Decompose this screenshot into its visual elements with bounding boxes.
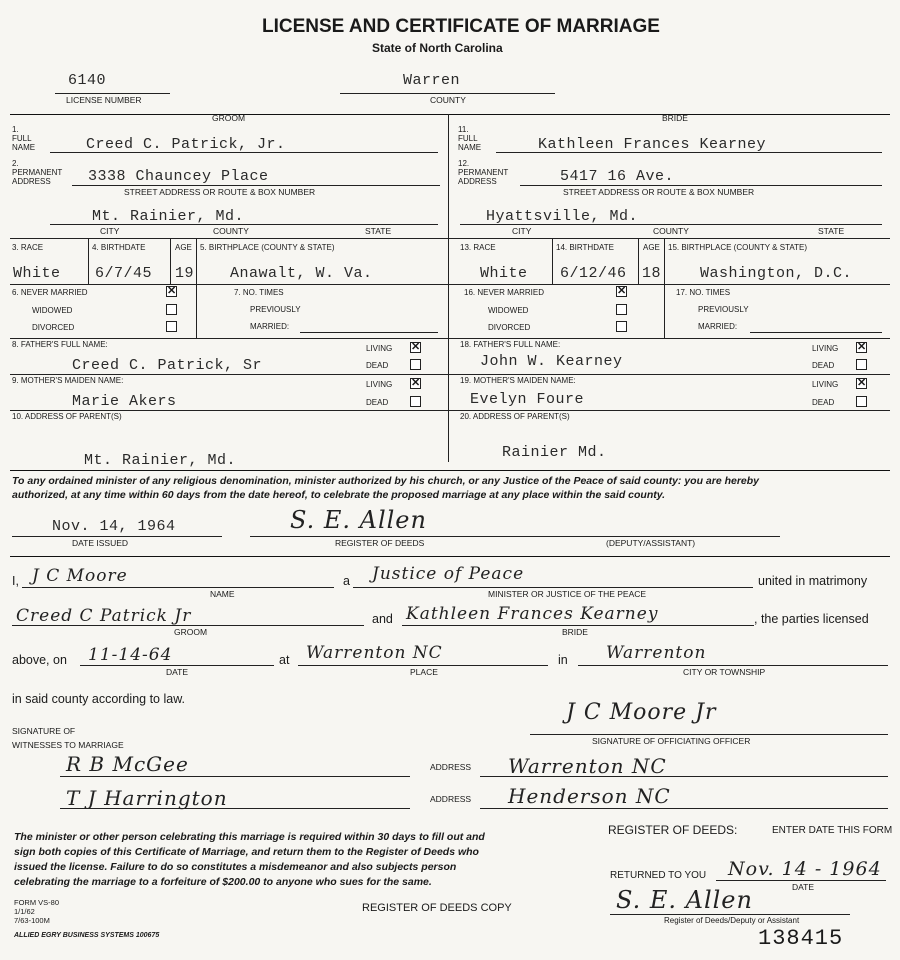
licensed-text: , the parties licensed [754, 612, 869, 626]
groom-mother-living-label: LIVING [366, 380, 393, 389]
witness2-address-label: ADDRESS [430, 794, 472, 804]
groom-mother-living-checkbox[interactable] [410, 378, 421, 389]
certificate-number: 138415 [758, 926, 844, 951]
groom-birthdate-label: 4. BIRTHDATE [92, 243, 146, 252]
witness-label-2: WITNESSES TO MARRIAGE [12, 740, 124, 750]
witness-label-1: SIGNATURE OF [12, 726, 76, 736]
bride-father: John W. Kearney [480, 353, 623, 370]
groom-parents-address: Mt. Rainier, Md. [84, 452, 237, 469]
form-number: FORM VS-80 [14, 898, 60, 907]
groom-divorced-label: DIVORCED [32, 323, 75, 332]
groom-birthplace: Anawalt, W. Va. [230, 265, 373, 282]
marriage-city: Warrenton [606, 643, 707, 663]
groom-street-label: STREET ADDRESS OR ROUTE & BOX NUMBER [124, 187, 316, 197]
groom-address-label: PERMANENT ADDRESS [12, 168, 63, 186]
date-issued-label: DATE ISSUED [72, 538, 129, 548]
bride-mother-dead-checkbox[interactable] [856, 396, 867, 407]
groom-birthplace-label: 5. BIRTHPLACE (COUNTY & STATE) [200, 243, 335, 252]
form-date-1: 1/1/62 [14, 907, 35, 916]
bride-parents-address: Rainier Md. [502, 444, 607, 461]
license-number-value: 6140 [68, 72, 107, 89]
bride-mother-label: 19. MOTHER'S MAIDEN NAME: [460, 376, 576, 385]
officiant-signature: J C Moore Jr [566, 700, 717, 725]
officiant-name-label: NAME [210, 589, 235, 599]
bride-no-times-label: 17. NO. TIMES [676, 288, 731, 297]
instructions-line2: sign both copies of this Certificate of Marriage, and return them to the Register of Deeds who [14, 846, 479, 858]
printer-line: ALLIED EGRY BUSINESS SYSTEMS 100675 [14, 932, 160, 939]
groom-number-1: 1. [12, 125, 19, 134]
register-signature-top: S. E. Allen [290, 506, 427, 534]
county-law-text: in said county according to law. [12, 692, 186, 706]
register-signature-bottom: S. E. Allen [616, 886, 753, 914]
united-text: united in matrimony [758, 574, 868, 588]
bride-mother-living-checkbox[interactable] [856, 378, 867, 389]
bride-birthplace: Washington, D.C. [700, 265, 853, 282]
groom-father-label: 8. FATHER'S FULL NAME: [12, 340, 108, 349]
bride-state-label: STATE [818, 226, 845, 236]
bride-married-label: MARRIED: [698, 322, 738, 331]
marriage-place-label: PLACE [410, 667, 438, 677]
deputy-assistant-label: (DEPUTY/ASSISTANT) [606, 538, 696, 548]
groom-widowed-label: WIDOWED [32, 306, 73, 315]
groom-father-dead-label: DEAD [366, 361, 389, 370]
form-title: LICENSE AND CERTIFICATE OF MARRIAGE [262, 16, 660, 37]
groom-city-state: Mt. Rainier, Md. [92, 208, 245, 225]
groom-parents-address-label: 10. ADDRESS OF PARENT(S) [12, 412, 122, 421]
bride-divorced-checkbox[interactable] [616, 321, 627, 332]
groom-mother-dead-label: DEAD [366, 398, 389, 407]
bride-never-married-checkbox[interactable] [616, 286, 627, 297]
instructions-line1: The minister or other person celebrating this marriage is required within 30 days to fill out and [14, 831, 485, 843]
bride-age-label: AGE [643, 243, 660, 252]
above-on-text: above, on [12, 653, 67, 667]
bride-age: 18 [642, 265, 662, 282]
groom-full-name-label: FULL NAME [12, 134, 36, 152]
groom-number-2: 2. [12, 159, 19, 168]
groom-never-married-checkbox[interactable] [166, 286, 177, 297]
marriage-place: Warrenton NC [306, 643, 443, 663]
bride-mother-living-label: LIVING [812, 380, 839, 389]
county-value: Warren [403, 72, 461, 89]
register-copy-label: REGISTER OF DEEDS COPY [362, 902, 512, 914]
groom-never-married-label: 6. NEVER MARRIED [12, 288, 88, 297]
bride-city-label: CITY [512, 226, 532, 236]
bride-section-label: BRIDE [662, 113, 688, 123]
license-number-label: LICENSE NUMBER [66, 95, 142, 105]
authorization-text-line2: authorized, at any time within 60 days from the date hereof, to celebrate the proposed marriage at any place within the said county. [12, 489, 666, 501]
bride-father-living-checkbox[interactable] [856, 342, 867, 353]
bride-birthdate-label: 14. BIRTHDATE [556, 243, 614, 252]
bride-name-label: BRIDE [562, 627, 588, 637]
groom-mother-dead-checkbox[interactable] [410, 396, 421, 407]
witness2-signature: T J Harrington [66, 786, 228, 810]
groom-widowed-checkbox[interactable] [166, 304, 177, 315]
bride-full-name-label: FULL NAME [458, 134, 482, 152]
bride-race: White [480, 265, 528, 282]
groom-county-label: COUNTY [213, 226, 249, 236]
groom-previously-label: PREVIOUSLY [250, 305, 301, 314]
authorization-text-line1: To any ordained minister of any religious denomination, minister authorized by his church, or any Justice of the Peace of said county: you are hereby [12, 475, 760, 487]
officiant-name: J C Moore [32, 566, 128, 586]
groom-mother: Marie Akers [72, 393, 177, 410]
officiant-title: Justice of Peace [372, 564, 525, 584]
bride-parents-address-label: 20. ADDRESS OF PARENT(S) [460, 412, 570, 421]
at-text: at [279, 653, 290, 667]
bride-race-label: 13. RACE [460, 243, 496, 252]
minister-label: MINISTER OR JUSTICE OF THE PEACE [488, 589, 647, 599]
groom-age-label: AGE [175, 243, 192, 252]
bride-county-label: COUNTY [653, 226, 689, 236]
register-enter-bold: REGISTER OF DEEDS: [608, 823, 738, 837]
witness1-address: Warrenton NC [508, 754, 667, 778]
groom-name-signature: Creed C Patrick Jr [16, 606, 192, 626]
groom-father: Creed C. Patrick, Sr [72, 357, 263, 374]
instructions-line4: celebrating the marriage to a forfeiture of $200.00 to anyone who sues for the same. [14, 876, 432, 888]
witness2-address: Henderson NC [508, 784, 671, 808]
register-signature-label: Register of Deeds/Deputy or Assistant [664, 916, 800, 925]
groom-full-name: Creed C. Patrick, Jr. [86, 136, 286, 153]
bride-birthdate: 6/12/46 [560, 265, 627, 282]
form-date-2: 7/63-100M [14, 916, 50, 925]
witness1-signature: R B McGee [66, 752, 189, 776]
groom-age: 19 [175, 265, 195, 282]
bride-city-state: Hyattsville, Md. [486, 208, 639, 225]
marriage-date: 11-14-64 [88, 645, 173, 665]
bride-father-dead-checkbox[interactable] [856, 359, 867, 370]
bride-mother-dead-label: DEAD [812, 398, 835, 407]
register-enter-label: ENTER DATE THIS FORM [772, 825, 893, 836]
groom-race: White [13, 265, 61, 282]
groom-address: 3338 Chauncey Place [88, 168, 269, 185]
groom-father-dead-checkbox[interactable] [410, 359, 421, 370]
bride-never-married-label: 16. NEVER MARRIED [464, 288, 545, 297]
bride-address: 5417 16 Ave. [560, 168, 675, 185]
groom-mother-label: 9. MOTHER'S MAIDEN NAME: [12, 376, 124, 385]
county-label: COUNTY [430, 95, 466, 105]
bride-father-dead-label: DEAD [812, 361, 835, 370]
bride-father-label: 18. FATHER'S FULL NAME: [460, 340, 561, 349]
bride-number-11: 11. [458, 125, 469, 134]
groom-name-label: GROOM [174, 627, 208, 637]
bride-birthplace-label: 15. BIRTHPLACE (COUNTY & STATE) [668, 243, 807, 252]
date-issued-value: Nov. 14, 1964 [52, 518, 176, 535]
groom-city-label: CITY [100, 226, 120, 236]
form-state: State of North Carolina [372, 41, 503, 55]
bride-widowed-label: WIDOWED [488, 306, 529, 315]
bride-widowed-checkbox[interactable] [616, 304, 627, 315]
groom-father-living-checkbox[interactable] [410, 342, 421, 353]
and-text: and [372, 612, 393, 626]
register-of-deeds-label: REGISTER OF DEEDS [335, 538, 425, 548]
groom-birthdate: 6/7/45 [95, 265, 153, 282]
i-label: I, [12, 574, 19, 588]
witness1-address-label: ADDRESS [430, 762, 472, 772]
in-text: in [558, 653, 568, 667]
groom-race-label: 3. RACE [12, 243, 44, 252]
returned-label: RETURNED TO YOU [610, 870, 707, 881]
bride-number-12: 12. [458, 159, 470, 168]
marriage-date-label: DATE [166, 667, 189, 677]
returned-date-label: DATE [792, 882, 815, 892]
bride-previously-label: PREVIOUSLY [698, 305, 749, 314]
officiant-signature-label: SIGNATURE OF OFFICIATING OFFICER [592, 736, 751, 746]
instructions-line3: issued the license. Failure to do so constitutes a misdemeanor and also subjects person [14, 861, 457, 873]
bride-name-signature: Kathleen Frances Kearney [406, 604, 659, 624]
returned-date: Nov. 14 - 1964 [728, 858, 882, 880]
groom-divorced-checkbox[interactable] [166, 321, 177, 332]
bride-mother: Evelyn Foure [470, 391, 585, 408]
bride-street-label: STREET ADDRESS OR ROUTE & BOX NUMBER [563, 187, 755, 197]
bride-divorced-label: DIVORCED [488, 323, 531, 332]
groom-state-label: STATE [365, 226, 392, 236]
groom-no-times-label: 7. NO. TIMES [234, 288, 284, 297]
bride-father-living-label: LIVING [812, 344, 839, 353]
a-label: a [343, 574, 350, 588]
groom-married-label: MARRIED: [250, 322, 290, 331]
bride-address-label: PERMANENT ADDRESS [458, 168, 509, 186]
groom-father-living-label: LIVING [366, 344, 393, 353]
groom-section-label: GROOM [212, 113, 246, 123]
marriage-city-label: CITY OR TOWNSHIP [683, 667, 766, 677]
bride-full-name: Kathleen Frances Kearney [538, 136, 767, 153]
